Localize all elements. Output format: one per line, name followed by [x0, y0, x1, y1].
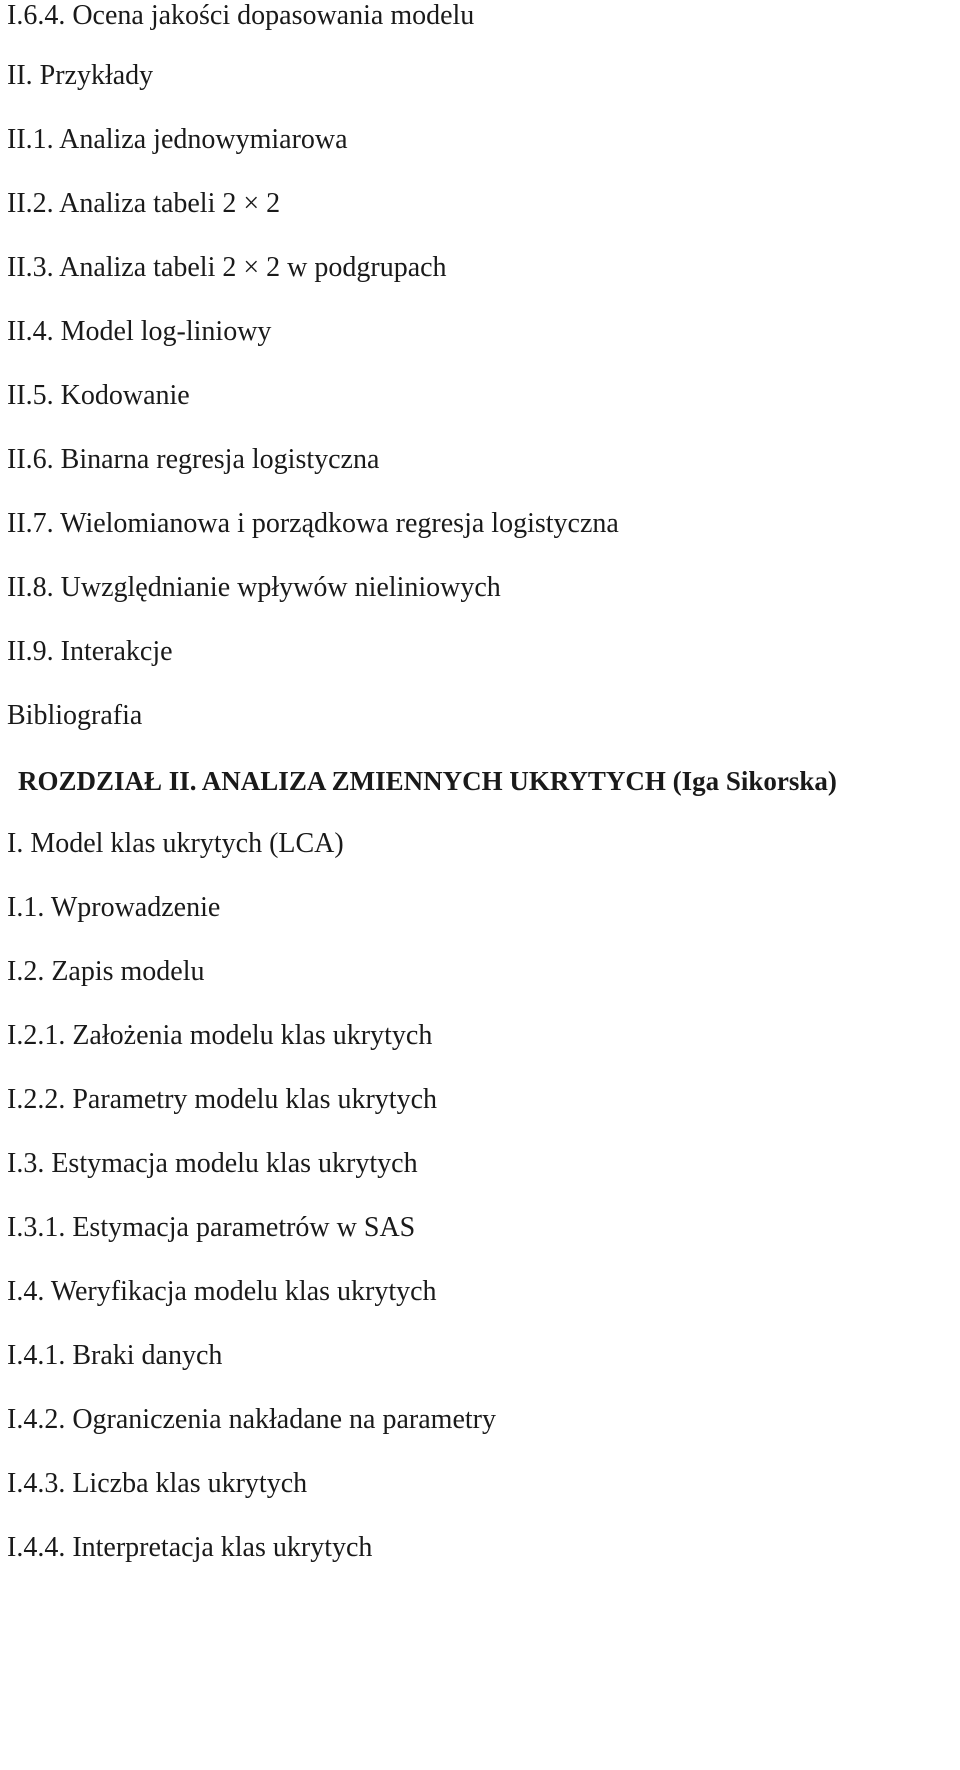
- toc-entry: II.4. Model log-liniowy: [7, 316, 272, 347]
- toc-entry: I.1. Wprowadzenie: [7, 892, 221, 923]
- toc-entry: I.2.2. Parametry modelu klas ukrytych: [7, 1084, 438, 1115]
- toc-entry: Bibliografia: [7, 700, 143, 731]
- chapter-heading: ROZDZIAŁ II. ANALIZA ZMIENNYCH UKRYTYCH (Iga Sikorska): [18, 766, 837, 796]
- toc-entry: I.4.3. Liczba klas ukrytych: [7, 1468, 308, 1499]
- toc-entry: II. Przykłady: [7, 60, 154, 91]
- toc-entry: II.8. Uwzględnianie wpływów nieliniowych: [7, 572, 501, 603]
- toc-entry: I.4.1. Braki danych: [7, 1340, 223, 1371]
- toc-entry: I.3. Estymacja modelu klas ukrytych: [7, 1148, 418, 1179]
- toc-entry: II.1. Analiza jednowymiarowa: [7, 124, 348, 155]
- toc-entry: II.9. Interakcje: [7, 636, 173, 667]
- toc-entry: I.4.4. Interpretacja klas ukrytych: [7, 1532, 373, 1563]
- toc-entry: I.2.1. Założenia modelu klas ukrytych: [7, 1020, 433, 1051]
- toc-entry: II.2. Analiza tabeli 2 × 2: [7, 188, 281, 219]
- toc-entry: I.4.2. Ograniczenia nakładane na parametry: [7, 1404, 496, 1435]
- toc-entry: I.3.1. Estymacja parametrów w SAS: [7, 1212, 416, 1243]
- toc-entry: I. Model klas ukrytych (LCA): [7, 828, 344, 859]
- toc-entry: I.2. Zapis modelu: [7, 956, 205, 987]
- toc-entry: II.7. Wielomianowa i porządkowa regresja logistyczna: [7, 508, 619, 539]
- toc-entry: II.5. Kodowanie: [7, 380, 190, 411]
- toc-entry: I.4. Weryfikacja modelu klas ukrytych: [7, 1276, 437, 1307]
- toc-entry: II.3. Analiza tabeli 2 × 2 w podgrupach: [7, 252, 447, 283]
- toc-entry: II.6. Binarna regresja logistyczna: [7, 444, 380, 475]
- toc-entry: I.6.4. Ocena jakości dopasowania modelu: [7, 0, 475, 31]
